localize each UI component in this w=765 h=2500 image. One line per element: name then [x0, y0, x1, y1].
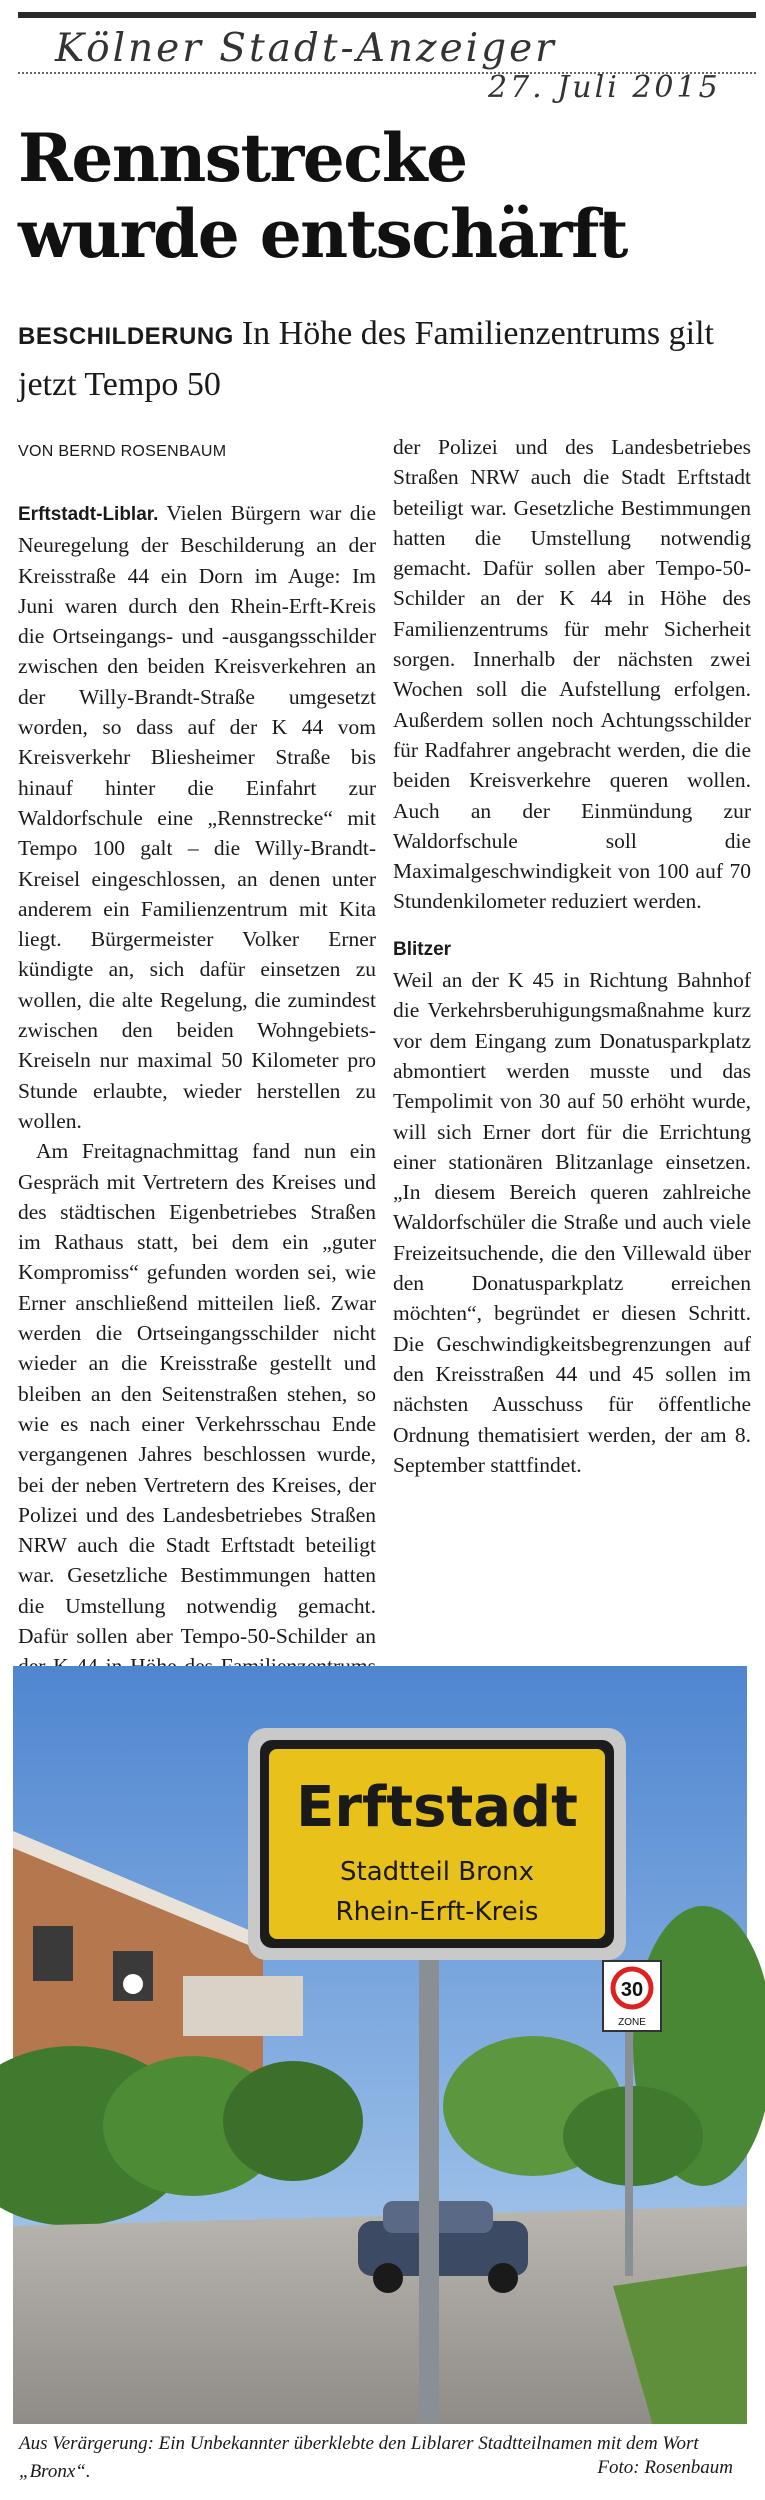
town-sign-district: Stadtteil Bronx: [340, 1857, 534, 1887]
article-column-right: [393, 432, 751, 1480]
caption-text: Aus Verärgerung: Ein Unbekannter überklebte den Liblarer Stadtteilnamen mit dem Wort „Bronx“.: [19, 2433, 699, 2482]
article-column-left: [18, 498, 376, 1648]
speed-limit-sign: [603, 1961, 661, 2031]
photo-caption: [13, 2424, 747, 2490]
byline: VON BERND ROSENBAUM: [18, 443, 227, 460]
article-headline: [18, 120, 718, 272]
paragraph-3: Weil an der K 45 in Richtung Bahnhof die Verkehrsberuhigungsmaßnahme kurz vor dem Eingang zum Donatusparkplatz abmontiert werden musste und das Tempolimit von 30 auf 50 erhöht wurde, will sich Erner dort für die Errichtung einer stationären Blitzanlage einsetzen. „In diesem Bereich queren zahlreiche Waldorfschüler die Straße und auch viele Freizeitsuchende, die den Villewald über den Donatusparkplatz erreichen möchten“, begründet er diesen Schritt. Die Geschwindigkeitsbegrenzungen auf den Kreisstraßen 44 und 45 sollen im nächsten Ausschuss für öffentliche Ordnung thematisiert werden, der am 8. September stattfindet.: [393, 968, 751, 1477]
subhead-text: In Höhe des Familienzentrums gilt jetzt Tempo 50: [18, 315, 714, 403]
headline-line-2: wurde entschärft: [18, 195, 627, 273]
town-sign: [248, 1728, 626, 1960]
newspaper-masthead: Kölner Stadt-Anzeiger: [55, 26, 557, 71]
crosshead: Blitzer: [393, 938, 452, 960]
headline-line-1: Rennstrecke: [18, 119, 467, 197]
speed-sign-value: 30: [620, 1979, 644, 2001]
town-sign-name: Erftstadt: [296, 1775, 578, 1840]
photo-illustration: [13, 1666, 747, 2426]
speed-sign-label: ZONE: [618, 2017, 646, 2028]
article-subhead: [18, 310, 738, 409]
dateline: Erftstadt-Liblar.: [18, 504, 159, 525]
town-sign-county: Rhein-Erft-Kreis: [335, 1897, 539, 1927]
paragraph-1: [18, 498, 376, 1136]
paragraph-1-text: Vielen Bürgern war die Neuregelung der Beschilderung an der Kreisstraße 44 ein Dorn im Auge: Im Juni waren durch den Rhein-Erft-Kreis die Ortseingangs- und -ausgangsschilder zwischen den beiden Kreisverkehren an der Willy-Brandt-Straße umgesetzt worden, so dass auf der K 44 vom Kreisverkehr Bliesheimer Straße bis hinauf hinter die Einfahrt zur Waldorfschule eine „Rennstrecke“ mit Tempo 100 galt – die Willy-Brandt-Kreisel eingeschlossen, an denen unter anderem ein Familienzentrum mit Kita liegt. Bürgermeister Volker Erner kündigte an, sich dafür einsetzen zu wollen, die alte Regelung, die zumindest zwischen den beiden Wohngebiets-Kreiseln nur maximal 50 Kilometer pro Stunde erlaubte, wieder herstellen zu wollen.: [18, 501, 376, 1133]
paragraph-2: Am Freitagnachmittag fand nun ein Gespräch mit Vertretern des Kreises und des städtischen Eigenbetriebes Straßen im Rathaus statt, bei dem ein „guter Kompromiss“ gefunden worden sei, wie Erner anschließend mitteilen ließ. Zwar werden die Ortseingangsschilder nicht wieder an die Kreisstraße gestellt und bleiben an den Seitenstraßen stehen, so wie es nach einer Verkehrsschau Ende vergangenen Jahres beschlossen wurde, bei der neben Vertretern des Kreises, der Polizei und des Landesbetriebes Straßen NRW auch die Stadt Erftstadt beteiligt war. Gesetzliche Bestimmungen hatten die Umstellung notwendig gemacht. Dafür sollen aber Tempo-50-Schilder an: [18, 1139, 376, 1648]
speed-sign-pole: [625, 2026, 633, 2276]
paragraph-2-continued: der Polizei und des Landesbetriebes Straßen NRW auch die Stadt Erftstadt beteiligt war. Gesetzliche Bestimmungen hatten die Umstellung notwendig gemacht. Dafür sollen aber Tempo-50-Schilder an der K 44 in Höhe des Familienzentrums für mehr Sicherheit sorgen. Innerhalb der nächsten zwei Wochen soll die Aufstellung erfolgen. Außerdem sollen noch Achtungsschilder für Radfahrer angebracht werden, die die beiden Kreisverkehre queren wollen. Auch an der Einmündung zur Waldorfschule soll die Maximalgeschwindigkeit von 100 auf 70 Stundenkilometer reduziert werden.: [393, 435, 751, 914]
article-photo: [13, 1666, 747, 2426]
kicker: BESCHILDERUNG: [18, 323, 234, 350]
handwritten-date: 27. Juli 2015: [488, 70, 721, 105]
photo-credit: Foto: Rosenbaum: [597, 2457, 733, 2478]
masthead-rule: [18, 12, 756, 18]
sign-pole: [419, 1956, 439, 2426]
